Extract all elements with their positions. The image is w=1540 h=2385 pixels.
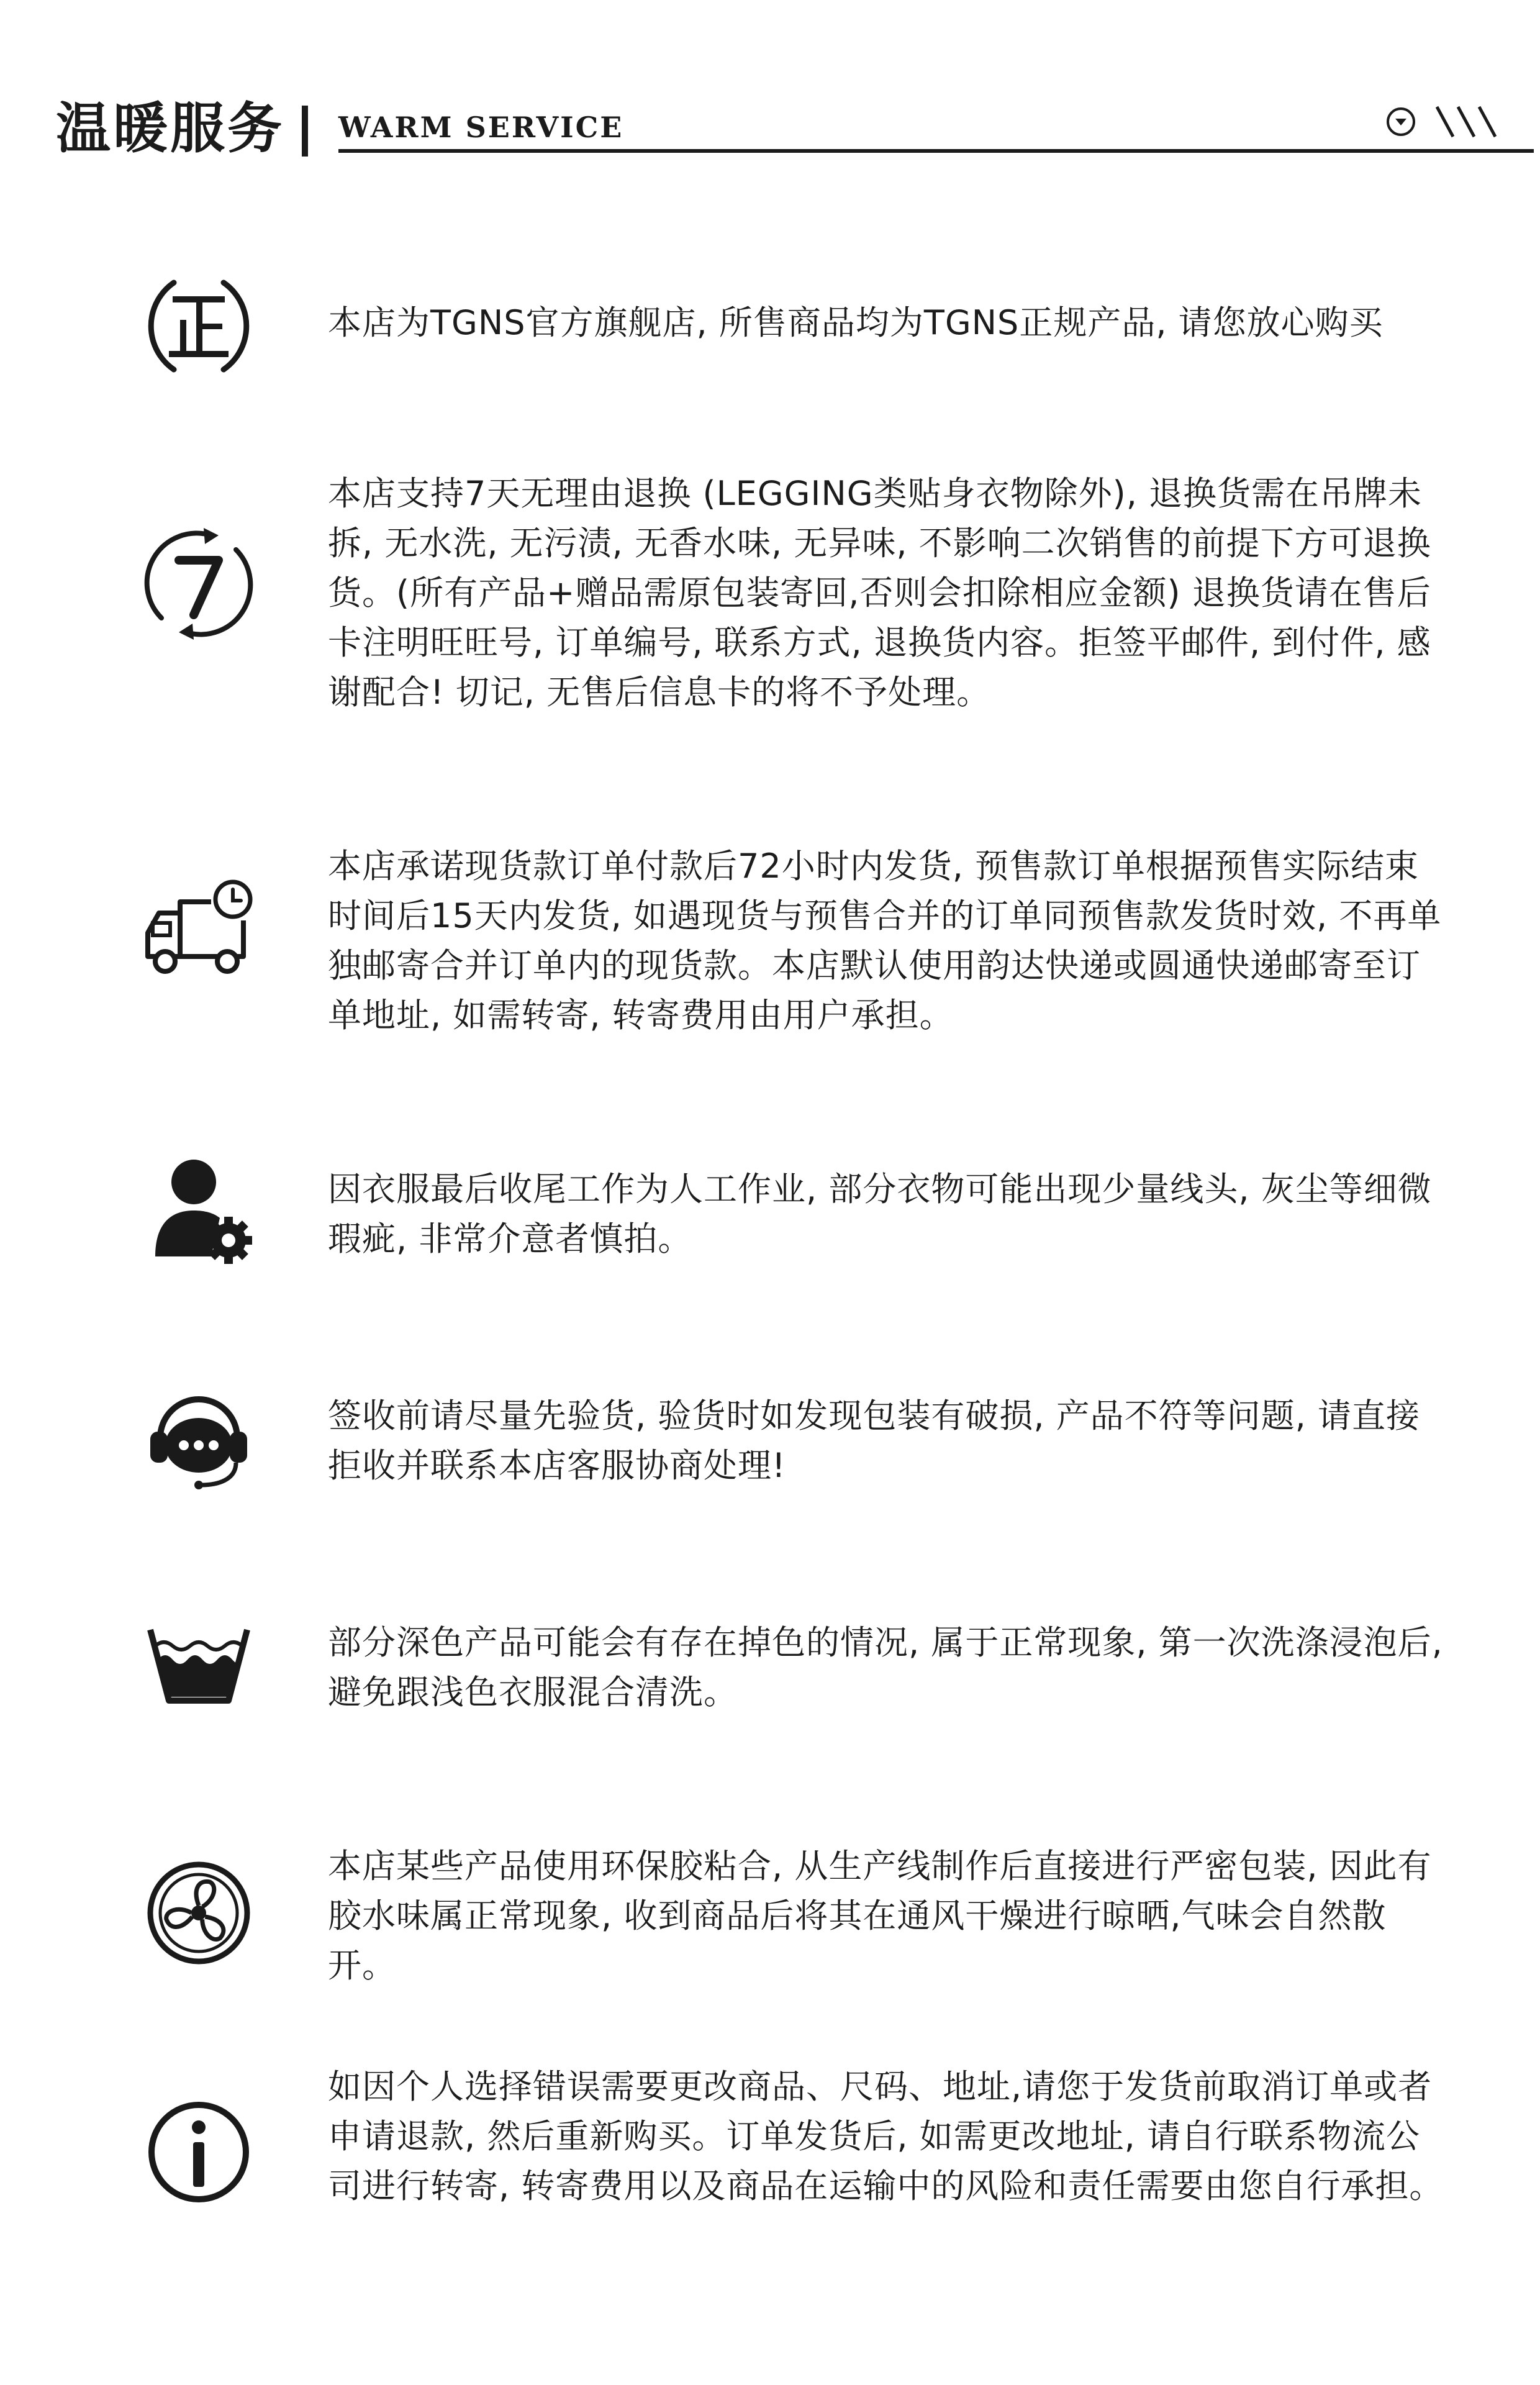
customer-service-headset-icon <box>137 1376 261 1500</box>
seven-day-return-icon <box>137 522 261 646</box>
authentic-zheng-icon <box>137 264 261 388</box>
header-divider <box>302 106 308 157</box>
delivery-truck-clock-icon <box>137 870 261 994</box>
service-text-return: 本店支持7天无理由退换 (LEGGING类贴身衣物除外), 退换货需在吊牌未拆, 无水洗, 无污渍, 无香水味, 无异味, 不影响二次销售的前提下方可退换货。(所有产品+赠品需原包装寄回,否则会扣除相应金额) 退换货请在售后卡注明旺旺号, 订单编号, 联系方式, 退换货内容。拒签平邮件, 到付件, 感谢配合! 切记, 无售后信息卡的将不予处理。 <box>328 474 1431 712</box>
person-gear-icon <box>137 1146 261 1270</box>
service-text-inspect: 签收前请尽量先验货, 验货时如发现包装有破损, 产品不符等问题, 请直接拒收并联系本店客服协商处理! <box>328 1396 1420 1485</box>
service-text-wash: 部分深色产品可能会有存在掉色的情况, 属于正常现象, 第一次洗涤浸泡后, 避免跟浅色衣服混合清洗。 <box>328 1623 1443 1712</box>
service-text-delivery: 本店承诺现货款订单付款后72小时内发货, 预售款订单根据预售实际结束时间后15天内发货, 如遇现货与预售合并的订单同预售款发货时效, 不再单独邮寄合并订单内的现货款。本店默认使用韵达快递或圆通快递邮寄至订单地址, 如需转寄, 转寄费用由用户承担。 <box>328 847 1442 1035</box>
section-header <box>56 87 1478 168</box>
ventilation-fan-icon <box>137 1851 261 1975</box>
header-title-cn: 温暖服务 <box>56 96 285 160</box>
service-text-handwork: 因衣服最后收尾工作为人工作业, 部分衣物可能出现少量线头, 灰尘等细微瑕疵, 非常介意者慎拍。 <box>328 1170 1432 1258</box>
chevron-down-circle-icon <box>1385 106 1417 138</box>
info-circle-icon <box>137 2090 261 2214</box>
triple-slash-icon <box>1428 102 1509 142</box>
service-text-authentic: 本店为TGNS官方旗舰店, 所售商品均为TGNS正规产品, 请您放心购买 <box>328 303 1384 342</box>
header-underline <box>338 149 1534 153</box>
wash-basin-icon <box>137 1602 261 1727</box>
service-text-odor: 本店某些产品使用环保胶粘合, 从生产线制作后直接进行严密包装, 因此有胶水味属正常现象, 收到商品后将其在通风干燥进行晾晒,气味会自然散开。 <box>328 1847 1432 1985</box>
header-title-en: WARM SERVICE <box>338 111 624 144</box>
service-text-change: 如因个人选择错误需要更改商品、尺码、地址,请您于发货前取消订单或者申请退款, 然后重新购买。订单发货后, 如需更改地址, 请自行联系物流公司进行转寄, 转寄费用以及商品在运输中的风险和责任需要由您自行承担。 <box>328 2067 1444 2206</box>
